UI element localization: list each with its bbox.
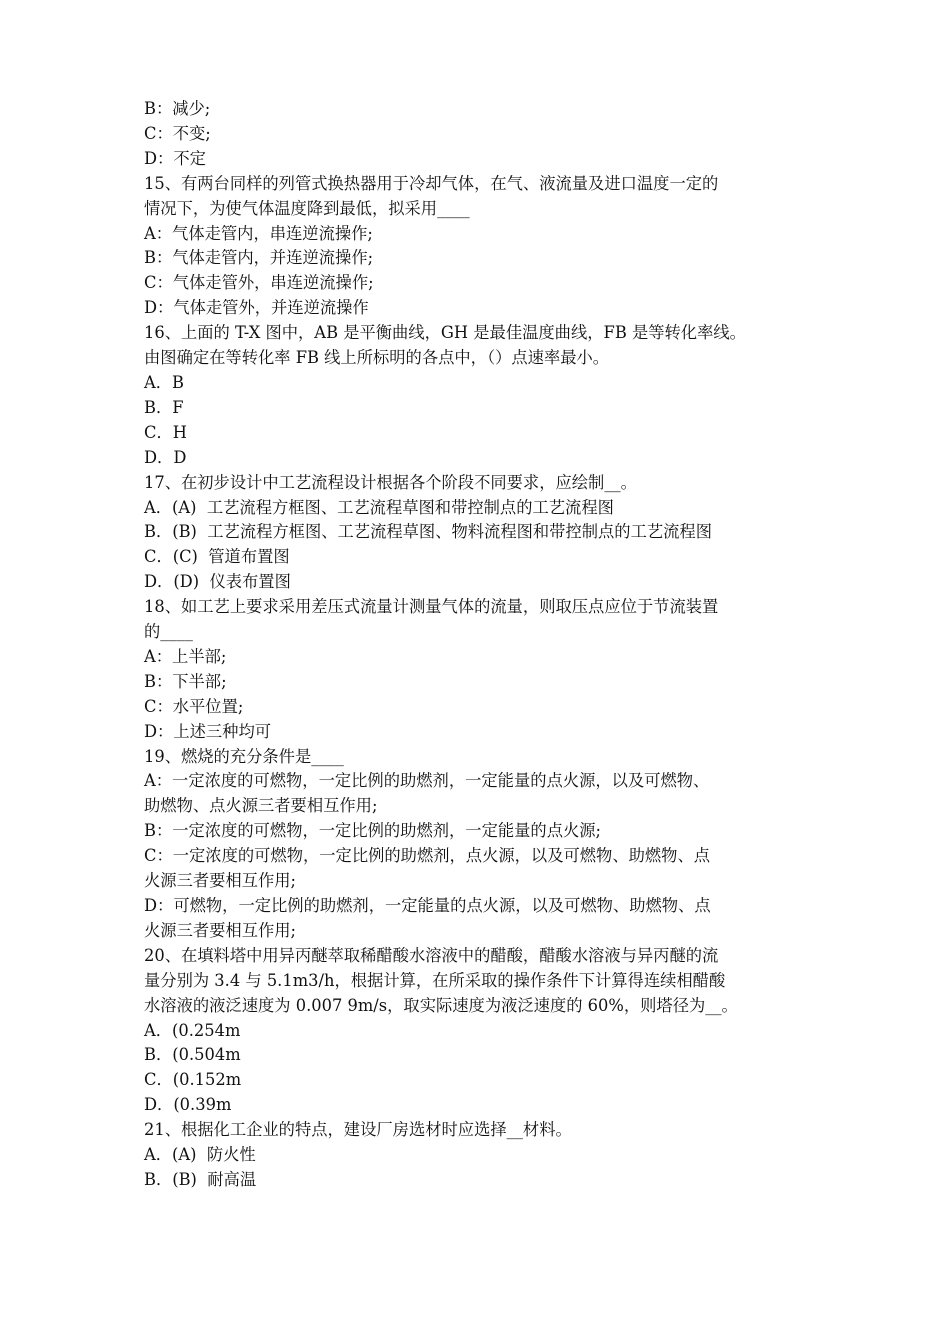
option-line: A．B	[144, 372, 185, 392]
option-line: C．(C) 管道布置图	[144, 547, 290, 567]
option-line: B．(B) 耐高温	[144, 1169, 257, 1189]
option-line: A：上半部;	[144, 646, 227, 666]
question-21-text: 21、根据化工企业的特点，建设厂房选材时应选择__材料。	[144, 1120, 572, 1140]
question-16-text: 由图确定在等转化率 FB 线上所标明的各点中，（）点速率最小。	[144, 348, 610, 368]
option-line: A：一定浓度的可燃物，一定比例的助燃剂，一定能量的点火源，以及可燃物、	[144, 771, 710, 791]
option-line: C：水平位置;	[144, 696, 244, 716]
question-19-text: 19、燃烧的充分条件是____	[144, 746, 344, 766]
question-16-text: 16、上面的 T-X 图中，AB 是平衡曲线，GH 是最佳温度曲线，FB 是等转化率线。	[144, 323, 746, 343]
option-line: B．(0.504m	[144, 1045, 241, 1065]
question-15-text: 情况下，为使气体温度降到最低，拟采用____	[144, 198, 470, 218]
option-line: D．(0.39m	[144, 1095, 232, 1115]
option-line: D．(D) 仪表布置图	[144, 572, 291, 592]
option-line: B：下半部;	[144, 671, 227, 691]
document-page	[144, 97, 812, 1193]
question-15-text: 15、有两台同样的列管式换热器用于冷却气体，在气、液流量及进口温度一定的	[144, 173, 719, 193]
question-20-text: 20、在填料塔中用异丙醚萃取稀醋酸水溶液中的醋酸，醋酸水溶液与异丙醚的流	[144, 945, 719, 965]
question-20-text: 水溶液的液泛速度为 0.007 9m/s，取实际速度为液泛速度的 60%，则塔径为__。	[144, 995, 738, 1015]
question-17-text: 17、在初步设计中工艺流程设计根据各个阶段不同要求，应绘制__。	[144, 472, 637, 492]
option-line: A．(A) 工艺流程方框图、工艺流程草图和带控制点的工艺流程图	[144, 497, 614, 517]
question-20-text: 量分别为 3.4 与 5.1m3/h，根据计算，在所采取的操作条件下计算得连续相醋酸	[144, 970, 726, 990]
option-line: C：气体走管外，串连逆流操作;	[144, 273, 374, 293]
option-line: A．(A) 防火性	[144, 1145, 256, 1165]
option-line: C．(0.152m	[144, 1070, 242, 1090]
question-18-text: 的____	[144, 622, 193, 642]
option-line: 助燃物、点火源三者要相互作用;	[144, 796, 378, 816]
option-line: B：减少;	[144, 99, 211, 118]
option-line: D：可燃物，一定比例的助燃剂，一定能量的点火源，以及可燃物、助燃物、点	[144, 896, 711, 915]
option-line: C：一定浓度的可燃物，一定比例的助燃剂，点火源，以及可燃物、助燃物、点	[144, 846, 711, 866]
option-line: 火源三者要相互作用;	[144, 920, 297, 940]
option-line: B：一定浓度的可燃物，一定比例的助燃剂，一定能量的点火源;	[144, 821, 602, 841]
option-line: A：气体走管内，串连逆流操作;	[144, 223, 373, 243]
option-line: D：不定	[144, 148, 206, 168]
option-line: C：不变;	[144, 123, 211, 143]
option-line: D：气体走管外，并连逆流操作	[144, 298, 369, 318]
option-line: C．H	[144, 422, 187, 442]
option-line: B．F	[144, 397, 184, 417]
option-line: D：上述三种均可	[144, 721, 272, 741]
option-line: A．(0.254m	[144, 1020, 241, 1040]
option-line: B．(B) 工艺流程方框图、工艺流程草图、物料流程图和带控制点的工艺流程图	[144, 522, 712, 542]
option-line: B：气体走管内，并连逆流操作;	[144, 248, 374, 268]
option-line: D．D	[144, 447, 187, 467]
option-line: 火源三者要相互作用;	[144, 871, 297, 891]
question-18-text: 18、如工艺上要求采用差压式流量计测量气体的流量，则取压点应位于节流装置	[144, 597, 719, 617]
